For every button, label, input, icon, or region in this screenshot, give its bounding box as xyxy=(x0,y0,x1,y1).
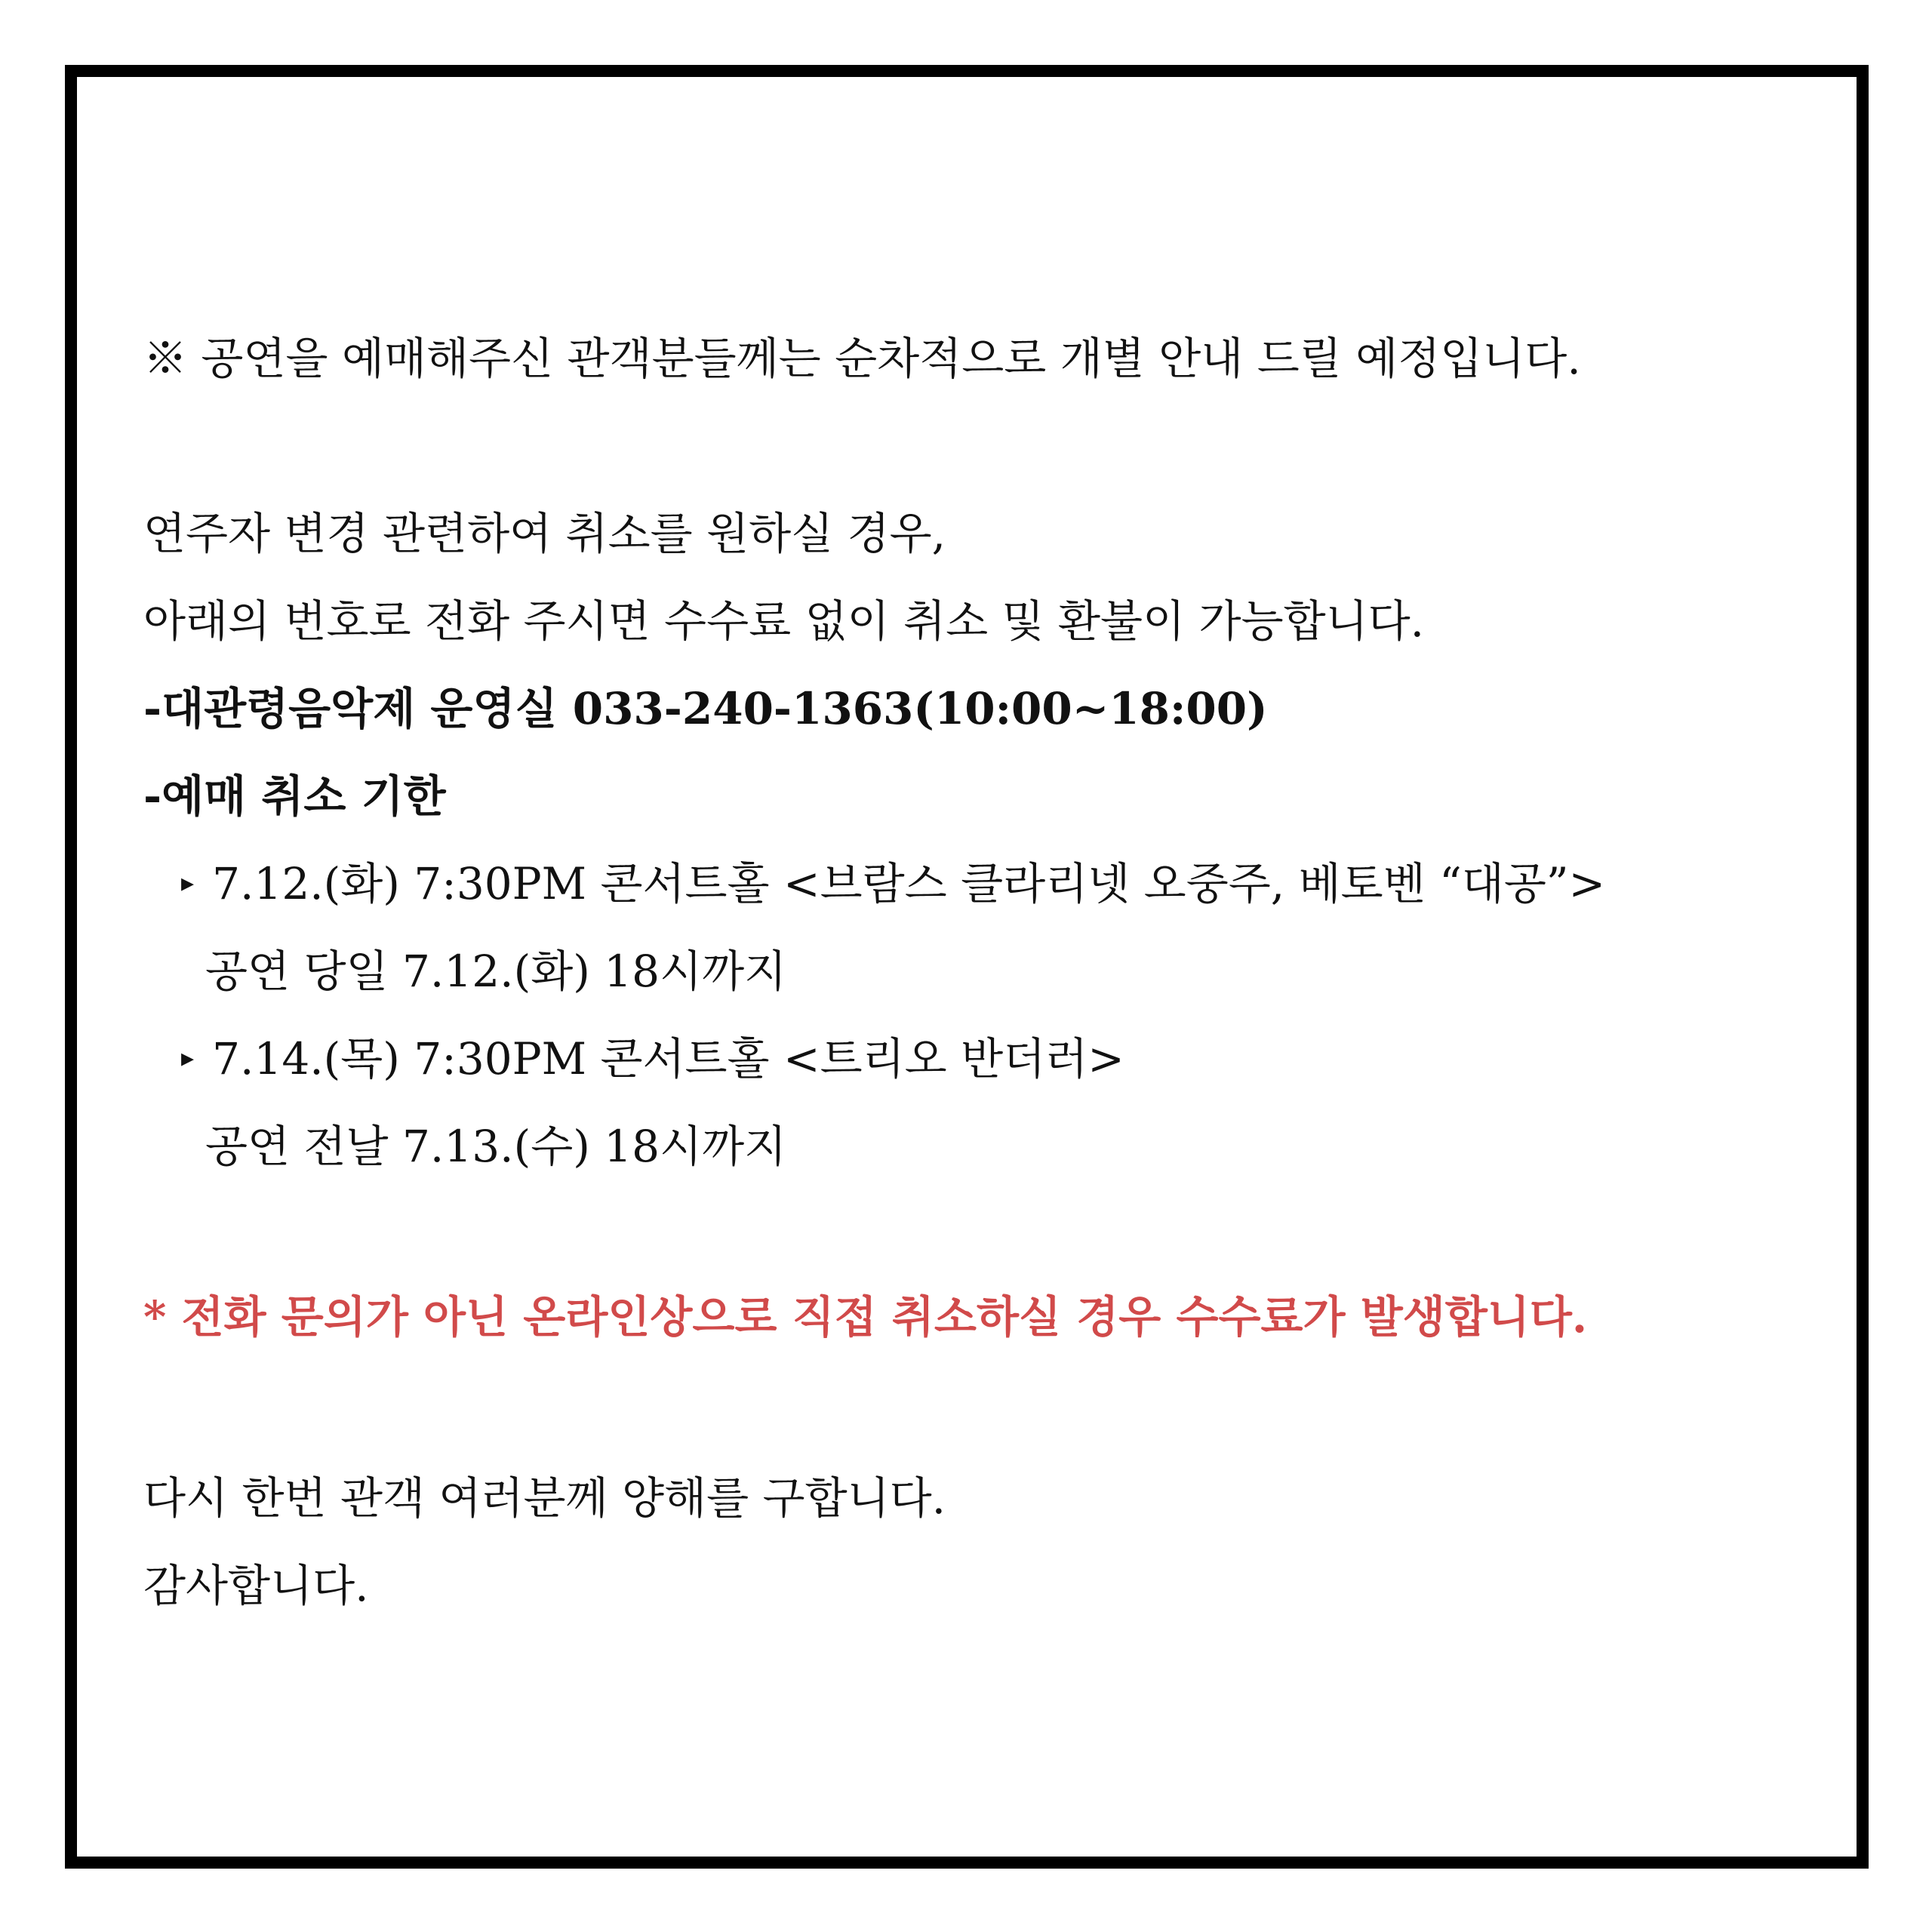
deadline-item-1-deadline: 공연 당일 7.12.(화) 18시까지 xyxy=(205,946,787,997)
deadline-item-1 xyxy=(181,857,1605,914)
thanks-line: 감사합니다. xyxy=(143,1560,369,1611)
contact-line: -대관령음악제 운영실 033-240-1363(10:00~18:00) xyxy=(143,683,1268,734)
bullet-icon: ▸ xyxy=(181,867,195,898)
cancel-condition-line: 연주자 변경 관련하여 취소를 원하실 경우, xyxy=(143,508,946,559)
bullet-icon: ▸ xyxy=(181,1042,195,1073)
apology-line: 다시 한번 관객 여러분께 양해를 구합니다. xyxy=(143,1472,946,1524)
deadline-item-2-deadline: 공연 전날 7.13.(수) 18시까지 xyxy=(205,1121,787,1172)
intro-notice: ※ 공연을 예매해주신 관객분들께는 순차적으로 개별 안내 드릴 예정입니다. xyxy=(143,333,1581,384)
cancel-method-line: 아래의 번호로 전화 주시면 수수료 없이 취소 및 환불이 가능합니다. xyxy=(143,595,1425,647)
deadline-item-1-event: 7.12.(화) 7:30PM 콘서트홀 <브람스 클라리넷 오중주, 베토벤 “대공”> xyxy=(212,858,1606,909)
deadline-item-2 xyxy=(181,1032,1124,1089)
deadline-heading: -예매 취소 기한 xyxy=(143,771,446,822)
fee-warning: * 전화 문의가 아닌 온라인상으로 직접 취소하실 경우 수수료가 발생합니다. xyxy=(143,1291,1588,1343)
deadline-item-2-event: 7.14.(목) 7:30PM 콘서트홀 <트리오 반더러> xyxy=(212,1033,1124,1084)
